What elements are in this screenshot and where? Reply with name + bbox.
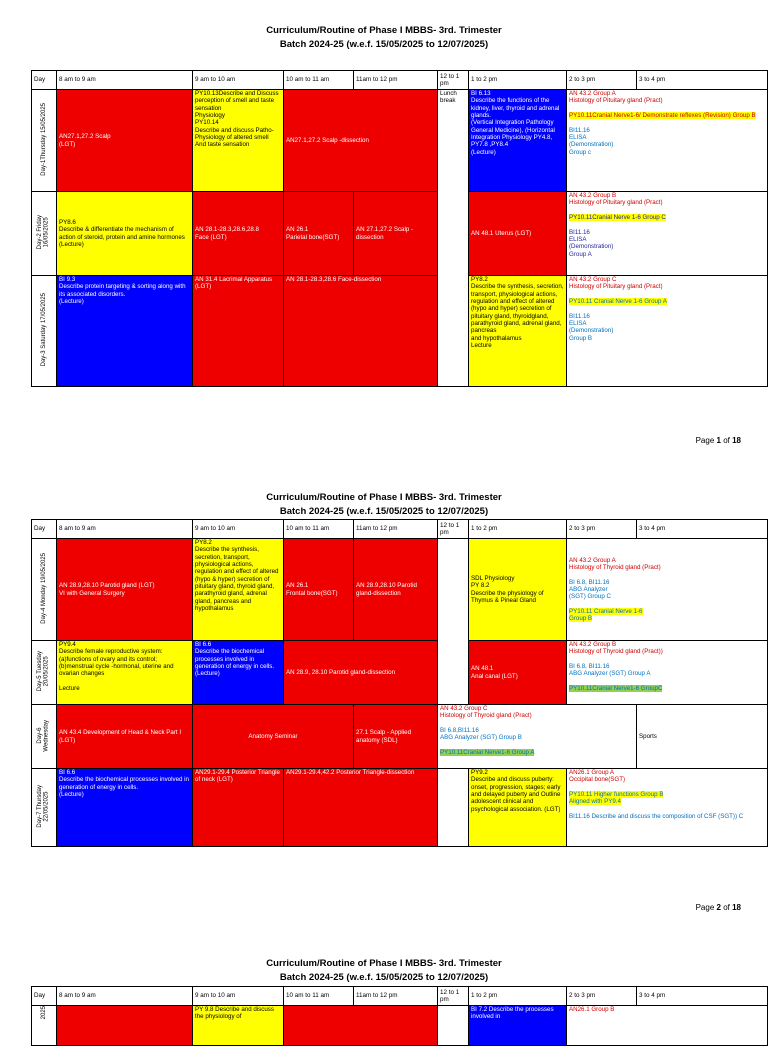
cell-line: AN 43.2 Group A: [569, 90, 616, 97]
lunch-slot: [438, 1006, 469, 1046]
cell-line: [567, 784, 767, 791]
cell-line: PY10.11 Higher functions Group B: [569, 790, 664, 798]
page2-title-line1: Curriculum/Routine of Phase I MBBS- 3rd. Trimester: [266, 492, 502, 503]
cell-line: Occipital bone(SGT): [569, 776, 626, 784]
cell-line: Group B: [569, 615, 593, 623]
header-8am: 8 am to 9 am: [57, 987, 193, 1006]
header-2pm: 2 to 3 pm: [567, 71, 637, 90]
slot-10am-12pm: AN27.1,27.2 Scalp -dissection: [284, 90, 438, 192]
header-9am: 9 am to 10 am: [193, 520, 284, 539]
slot-1pm: PY8.2 Describe the synthesis, secretion, transport, physiological actions, regulation and effect of altered (hypo and hyper) secretion of pituitary gland, thyroidgland, parathyroid gland, adrenal gland, pancreas and hypothalamus Lecture: [469, 276, 567, 387]
slot-10am-12pm: AN29.1-29.4,42.2 Posterior Triangle-dissection: [284, 769, 438, 847]
slot-8am: [57, 1006, 193, 1046]
cell-line: AN 43.2 Group B: [569, 192, 617, 199]
slot-11am: AN 27.1,27.2 Scalp - dissection: [354, 192, 438, 276]
cell-line: AN 43.2 Group C: [440, 705, 488, 712]
cell-line: [567, 221, 767, 228]
slot-10am-12pm: AN 28.1-28.3,28.6 Face-dissection: [284, 276, 438, 387]
cell-line: PY10.11Cranial Nerve1-6 Group A: [440, 748, 535, 756]
slot-9am: AN29.1-29.4 Posterior Triangle of neck (LGT): [193, 769, 284, 847]
slot-8am: AN 28.9,28.10 Parotid gland (LGT) VI with General Surgery: [57, 539, 193, 641]
day-label: Day-7 Thursday 22/05/2025: [32, 769, 57, 847]
slot-1pm: AN 48.1 Anal canal (LGT): [469, 641, 567, 705]
cell-line: Histology of Thyroid gland (Pract): [569, 563, 661, 571]
cell-line: (Demonstration): [569, 327, 614, 335]
slot-9am: BI 6.6 Describe the biochemical processes involved in generation of energy in cells. (Lecture): [193, 641, 284, 705]
header-9am: 9 am to 10 am: [193, 987, 284, 1006]
header-8am: 8 am to 9 am: [57, 71, 193, 90]
slot-2pm-4pm: [567, 641, 768, 705]
slot-9am: PY8.2 Describe the synthesis, secretion, transport, physiological actions, regulation and effect of altered (hypo & hyper) secretion of pituitary gland, thyroid gland, parathyroid gland, adrenal gland, pancreas and hypothalamus: [193, 539, 284, 641]
cell-line: PY10.11 Cranial Nerve 1-6 Group A: [569, 297, 667, 305]
cell-line: BI 6.8,BI11.16: [440, 726, 479, 734]
cell-line: PY10.11Cranial Nerve1-6/ Demonstrate reflexes (Revision) Group B: [569, 111, 756, 119]
slot-1pm: AN 48.1 Uterus (LGT): [469, 192, 567, 276]
slot-10am: AN 26.1 Parietal bone(SGT): [284, 192, 354, 276]
page3-title-line2: Batch 2024-25 (w.e.f. 15/05/2025 to 12/07/2025): [279, 972, 489, 983]
cell-line: BI 6.8, BI11.16: [569, 662, 610, 670]
slot-1pm: PY9.2 Describe and discuss puberty: onset, progression, stages; early and delayed puberty and Outline adolescent clinical and psychological association. (LGT): [469, 769, 567, 847]
slot-9am: PY 9.8 Describe and discuss the physiology of: [193, 1006, 284, 1046]
cell-line: BI11.16: [569, 312, 590, 320]
slot-10am: AN 26.1 Frontal bone(SGT): [284, 539, 354, 641]
day-row: [32, 192, 768, 276]
page3-title-line1: Curriculum/Routine of Phase I MBBS- 3rd. Trimester: [266, 958, 502, 969]
day-row: [32, 1006, 768, 1046]
slot-8am: AN 43.4 Development of Head & Neck Part I (LGT): [57, 705, 193, 769]
page1-number: Page 1 of 18: [695, 436, 741, 445]
page3-schedule-table: [31, 986, 768, 1046]
header-row: [32, 987, 768, 1006]
page2-schedule-table: [31, 519, 768, 847]
header-1pm: 1 to 2 pm: [469, 71, 567, 90]
day-row: [32, 769, 768, 847]
cell-line: Histology of Thyroid gland (Pract): [440, 712, 532, 720]
slot-10am-12pm: [284, 1006, 438, 1046]
cell-line: [567, 656, 767, 663]
slot-11am: AN 28.9,28.10 Parotid gland-dissection: [354, 539, 438, 641]
cell-line: AN 43.2 Group A: [569, 556, 616, 564]
cell-line: PY10.11Cranial Nerve 1-6 Group C: [569, 213, 666, 221]
cell-line: [567, 678, 767, 685]
cell-line: (SGT) Group C: [569, 593, 611, 601]
cell-line: [567, 291, 767, 298]
day-row: [32, 705, 768, 769]
lunch-break: Lunch break: [438, 90, 469, 387]
slot-1pm: BI 7.2 Describe the processes involved in: [469, 1006, 567, 1046]
cell-line: ABG Analyzer (SGT) Group B: [440, 734, 522, 742]
header-1pm: 1 to 2 pm: [469, 520, 567, 539]
header-day: Day: [32, 71, 57, 90]
day-label: Day-4 Monday 19/05/2025: [32, 539, 57, 641]
header-12pm: 12 to 1 pm: [438, 520, 469, 539]
slot-10am-12pm: AN 28.9, 28.10 Parotid gland-dissection: [284, 641, 438, 705]
slot-8am: BI 9.3 Describe protein targeting & sorting along with its associated disorders. (Lecture): [57, 276, 193, 387]
header-12pm: 12 to 1 pm: [438, 71, 469, 90]
cell-line: [567, 207, 767, 214]
day-label: Day-5 Tuesday 20/05/2025: [32, 641, 57, 705]
cell-line: [567, 305, 767, 312]
cell-line: Histology of Pituitary gland (Pract): [569, 283, 663, 291]
header-10am: 10 am to 11 am: [284, 71, 354, 90]
slot-2pm-4pm: [567, 276, 768, 387]
slot-3pm: Sports: [637, 705, 768, 769]
page2-title-line2: Batch 2024-25 (w.e.f. 15/05/2025 to 12/07/2025): [279, 506, 489, 517]
header-11am: 11am to 12 pm: [354, 520, 438, 539]
cell-line: [438, 720, 636, 727]
day-label: Day-3 Saturday 17/05/2025: [32, 276, 57, 387]
slot-9am: PY10.13Describe and Discuss perception of smell and taste sensation Physiology PY10.14 Describe and discuss Patho- Physiology of altered smell And taste sensation: [193, 90, 284, 192]
day-row: [32, 539, 768, 641]
slot-9am: AN 31.4 Lacrimal Apparatus (LGT): [193, 276, 284, 387]
cell-line: ELISA: [569, 235, 587, 243]
cell-line: [567, 806, 767, 813]
cell-line: Group c: [569, 148, 592, 156]
slot-2pm-4pm: [567, 90, 768, 192]
cell-line: Aligned with PY9.4: [569, 798, 621, 806]
header-row: [32, 520, 768, 539]
lunch-slot: [438, 539, 469, 705]
header-3pm: 3 to 4 pm: [637, 987, 768, 1006]
slot-11am: 27.1 Scalp - Applied anatomy (SDL): [354, 705, 438, 769]
header-10am: 10 am to 11 am: [284, 520, 354, 539]
cell-line: Group B: [569, 334, 593, 342]
slot-2pm-4pm: [567, 769, 768, 847]
cell-line: ELISA: [569, 133, 587, 141]
slot-9am-11am: Anatomy Seminar: [193, 705, 354, 769]
cell-line: (Demonstration): [569, 243, 614, 251]
header-8am: 8 am to 9 am: [57, 520, 193, 539]
slot-8am: BI 6.6 Describe the biochemical processes involved in generation of energy in cells. (Lecture): [57, 769, 193, 847]
cell-line: (Demonstration): [569, 141, 614, 149]
day-row: [32, 276, 768, 387]
slot-2pm-4pm: AN26.1 Group B: [567, 1006, 768, 1046]
cell-line: AN26.1 Group A: [569, 769, 615, 776]
day-row: [32, 641, 768, 705]
cell-line: PY10.11 Cranial Nerve 1-6: [569, 607, 643, 615]
cell-line: [567, 600, 767, 607]
cell-line: ELISA: [569, 319, 587, 327]
cell-line: [567, 119, 767, 126]
header-row: [32, 71, 768, 90]
slot-1pm: SDL Physiology PY 8.2 Describe the physiology of Thymus & Pineal Gland: [469, 539, 567, 641]
cell-line: Histology of Thyroid gland (Pract)): [569, 648, 663, 656]
cell-line: [567, 571, 767, 578]
header-1pm: 1 to 2 pm: [469, 987, 567, 1006]
cell-line: ABG Analyzer: [569, 585, 608, 593]
cell-line: PY10.11Cranial Nerve1-6 GroupC: [569, 684, 663, 692]
day-label: Day-6 Wednesday: [32, 705, 57, 769]
cell-line: BI11.16: [569, 126, 590, 134]
header-2pm: 2 to 3 pm: [567, 987, 637, 1006]
day-label: Day-1Thursday 15/05/2025: [32, 90, 57, 192]
header-9am: 9 am to 10 am: [193, 71, 284, 90]
cell-line: BI11.16 Describe and discuss the composition of CSF (SGT)) C: [569, 812, 744, 820]
cell-line: Group A: [569, 250, 592, 258]
cell-line: BI 6.8, BI11.16: [569, 578, 610, 586]
header-day: Day: [32, 987, 57, 1006]
day-label: 2025: [32, 1006, 57, 1046]
cell-line: Histology of Pituitary gland (Pract): [569, 199, 663, 207]
slot-2pm-4pm: [567, 192, 768, 276]
header-3pm: 3 to 4 pm: [637, 520, 768, 539]
page2-number: Page 2 of 18: [695, 903, 741, 912]
slot-2pm-4pm: [567, 539, 768, 641]
day-row: [32, 90, 768, 192]
cell-line: [438, 742, 636, 749]
page1-schedule-table: [31, 70, 768, 387]
cell-line: [567, 105, 767, 112]
lunch-slot: [438, 769, 469, 847]
cell-line: ABG Analyzer (SGT) Group A: [569, 670, 651, 678]
header-11am: 11am to 12 pm: [354, 71, 438, 90]
cell-line: AN 43.2 Group C: [569, 276, 617, 283]
slot-8am: PY9.4 Describe female reproductive system: (a)functions of ovary and its control; (b)menstrual cycle -hormonal, uterine and ovarian changes Lecture: [57, 641, 193, 705]
slot-9am: AN 28.1-28.3,28.6,28.8 Face (LGT): [193, 192, 284, 276]
page1-title-line2: Batch 2024-25 (w.e.f. 15/05/2025 to 12/07/2025): [279, 39, 489, 50]
slot-8am: AN27.1,27.2 Scalp (LGT): [57, 90, 193, 192]
slot-1pm: BI 6.13 Describe the functions of the kidney, liver, thyroid and adrenal glands. (Vertical Integration Pathology General Medicine), (Horizontal Integration Physiology PY4.8, PY7.8 ,PY8.4 (Lecture): [469, 90, 567, 192]
header-10am: 10 am to 11 am: [284, 987, 354, 1006]
cell-line: BI11.16: [569, 228, 590, 236]
header-11am: 11am to 12 pm: [354, 987, 438, 1006]
slot-8am: PY8.6 Describe & differentiate the mechanism of action of steroid, protein and amine hormones (Lecture): [57, 192, 193, 276]
header-day: Day: [32, 520, 57, 539]
header-2pm: 2 to 3 pm: [567, 520, 637, 539]
header-3pm: 3 to 4 pm: [637, 71, 768, 90]
cell-line: AN 43.2 Group B: [569, 641, 617, 648]
slot-12pm-3pm: [438, 705, 637, 769]
page1-title-line1: Curriculum/Routine of Phase I MBBS- 3rd. Trimester: [266, 25, 502, 36]
day-label: Day-2 Friday 16/05/2025: [32, 192, 57, 276]
cell-line: Histology of Pituitary gland (Pract): [569, 97, 663, 105]
header-12pm: 12 to 1 pm: [438, 987, 469, 1006]
